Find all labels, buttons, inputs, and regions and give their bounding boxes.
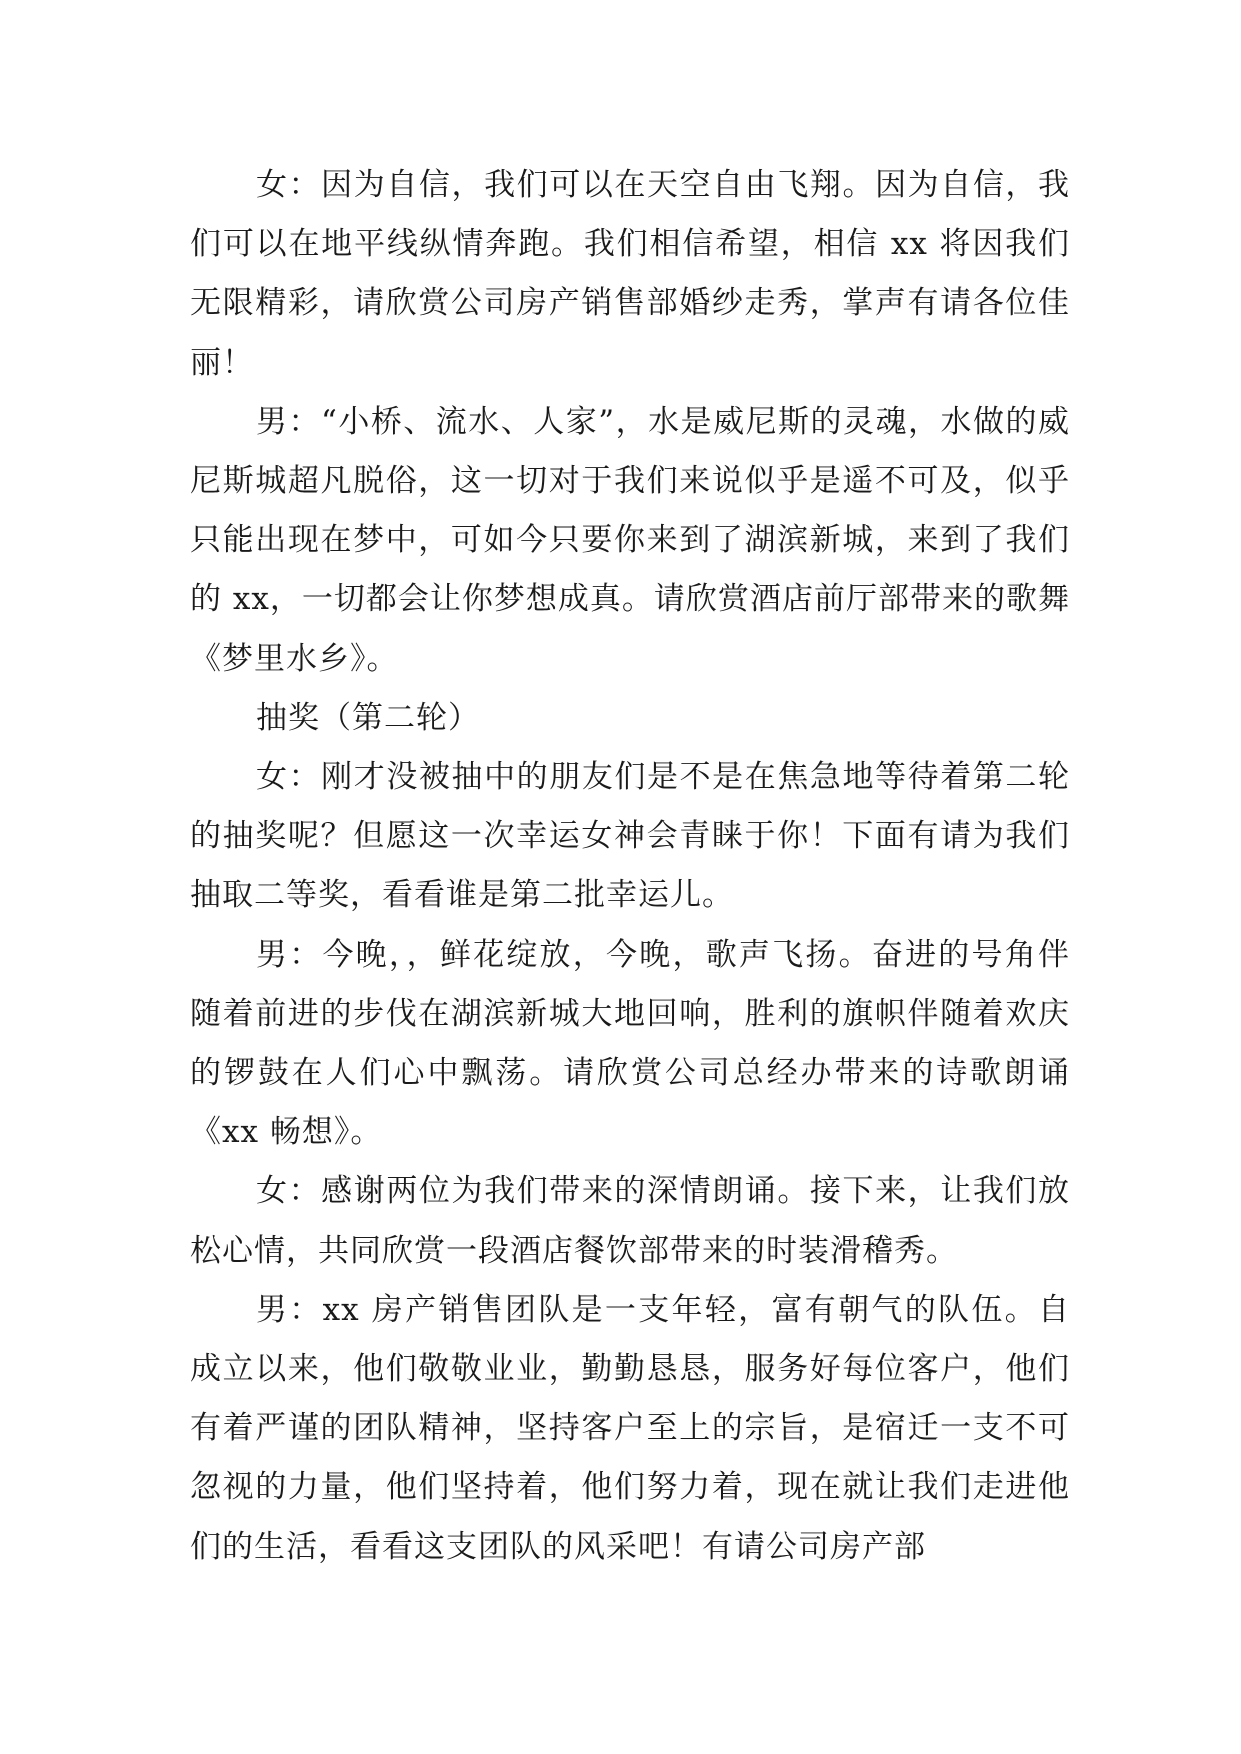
paragraph-female-confidence: 女：因为自信，我们可以在天空自由飞翔。因为自信，我们可以在地平线纵情奔跑。我们相信希望，相信 xx 将因我们无限精彩，请欣赏公司房产销售部婚纱走秀，掌声有请各位佳丽！ <box>190 167 1070 381</box>
paragraph-female-thanks: 女：感谢两位为我们带来的深情朗诵。接下来，让我们放松心情，共同欣赏一段酒店餐饮部带来的时装滑稽秀。 <box>190 1173 1070 1269</box>
paragraph-female-lottery: 女：刚才没被抽中的朋友们是不是在焦急地等待着第二轮的抽奖呢？但愿这一次幸运女神会青睐于你！下面有请为我们抽取二等奖，看看谁是第二批幸运儿。 <box>190 759 1070 914</box>
paragraph-male-tonight: 男：今晚，，鲜花绽放，今晚，歌声飞扬。奋进的号角伴随着前进的步伐在湖滨新城大地回响，胜利的旗帜伴随着欢庆的锣鼓在人们心中飘荡。请欣赏公司总经办带来的诗歌朗诵《xx 畅想》。 <box>190 936 1070 1151</box>
paragraph-male-water-town: 男：“小桥、流水、人家”，水是威尼斯的灵魂，水做的威尼斯城超凡脱俗，这一切对于我们来说似乎是遥不可及，似乎只能出现在梦中，可如今只要你来到了湖滨新城，来到了我们的 xx，一切都会让你梦想成真。请欣赏酒店前厅部带来的歌舞《梦里水乡》。 <box>190 403 1070 677</box>
document-body <box>190 156 1070 1577</box>
paragraph-male-sales-team: 男：xx 房产销售团队是一支年轻，富有朝气的队伍。自成立以来，他们敬敬业业，勤勤恳恳，服务好每位客户，他们有着严谨的团队精神，坚持客户至上的宗旨，是宿迁一支不可忽视的力量，他们坚持着，他们努力着，现在就让我们走进他们的生活，看看这支团队的风采吧！有请公司房产部 <box>190 1291 1070 1565</box>
paragraph-lottery-round-two: 抽奖（第二轮） <box>256 699 480 736</box>
